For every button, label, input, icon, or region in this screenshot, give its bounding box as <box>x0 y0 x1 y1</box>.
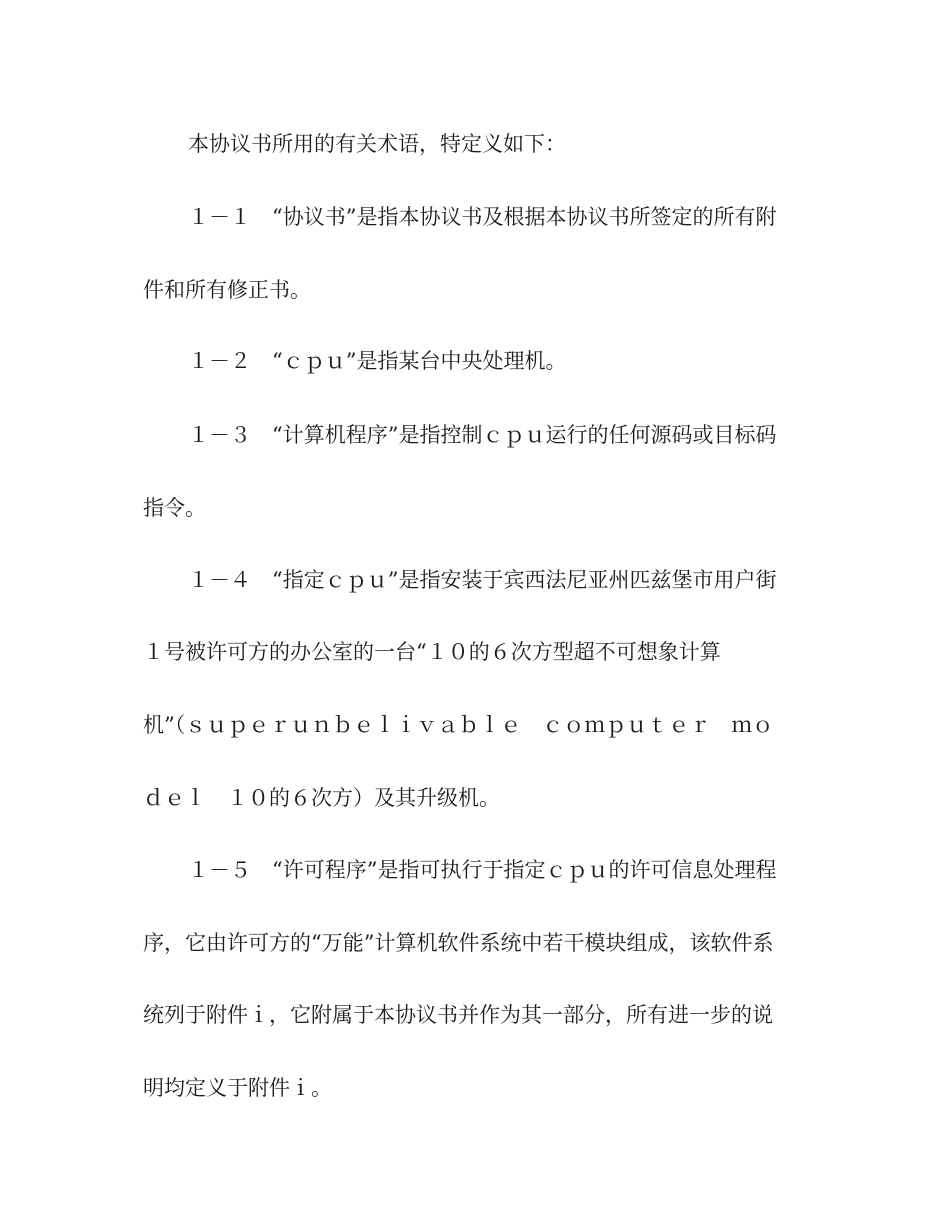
intro-line: 本协议书所用的有关术语，特定义如下： <box>188 132 566 156</box>
clause-1-4-line-2: １号被许可方的办公室的一台“１０的６次方型超不可想象计算 <box>143 640 721 664</box>
clause-1-3-line-1: １－３ “计算机程序”是指控制ｃｐｕ运行的任何源码或目标码 <box>188 423 777 447</box>
clause-1-4-line-1: １－４ “指定ｃｐｕ”是指安装于宾西法尼亚州匹兹堡市用户街 <box>188 568 777 592</box>
clause-1-5-line-1: １－５ “许可程序”是指可执行于指定ｃｐｕ的许可信息处理程 <box>188 858 777 882</box>
clause-1-3-line-2: 指令。 <box>143 496 206 520</box>
clause-1-5-line-2: 序，它由许可方的“万能”计算机软件系统中若干模块组成，该软件系 <box>143 931 774 955</box>
clause-1-5-line-4: 明均定义于附件ｉ。 <box>143 1076 332 1100</box>
clause-1-2-line-1: １－２ “ｃｐｕ”是指某台中央处理机。 <box>188 349 567 373</box>
clause-1-1-line-1: １－１ “协议书”是指本协议书及根据本协议书所签定的所有附 <box>188 205 777 229</box>
clause-1-1-line-2: 件和所有修正书。 <box>143 278 311 302</box>
clause-1-4-line-4: ｄｅｌ １０的６次方）及其升级机。 <box>143 786 500 810</box>
clause-1-4-line-3: 机”（ｓｕｐｅｒｕｎｂｅｌｉｖａｂｌｅ ｃｏｍｐｕｔｅｒ ｍｏ <box>143 713 774 737</box>
clause-1-5-line-3: 统列于附件ｉ，它附属于本协议书并作为其一部分，所有进一步的说 <box>143 1003 773 1027</box>
